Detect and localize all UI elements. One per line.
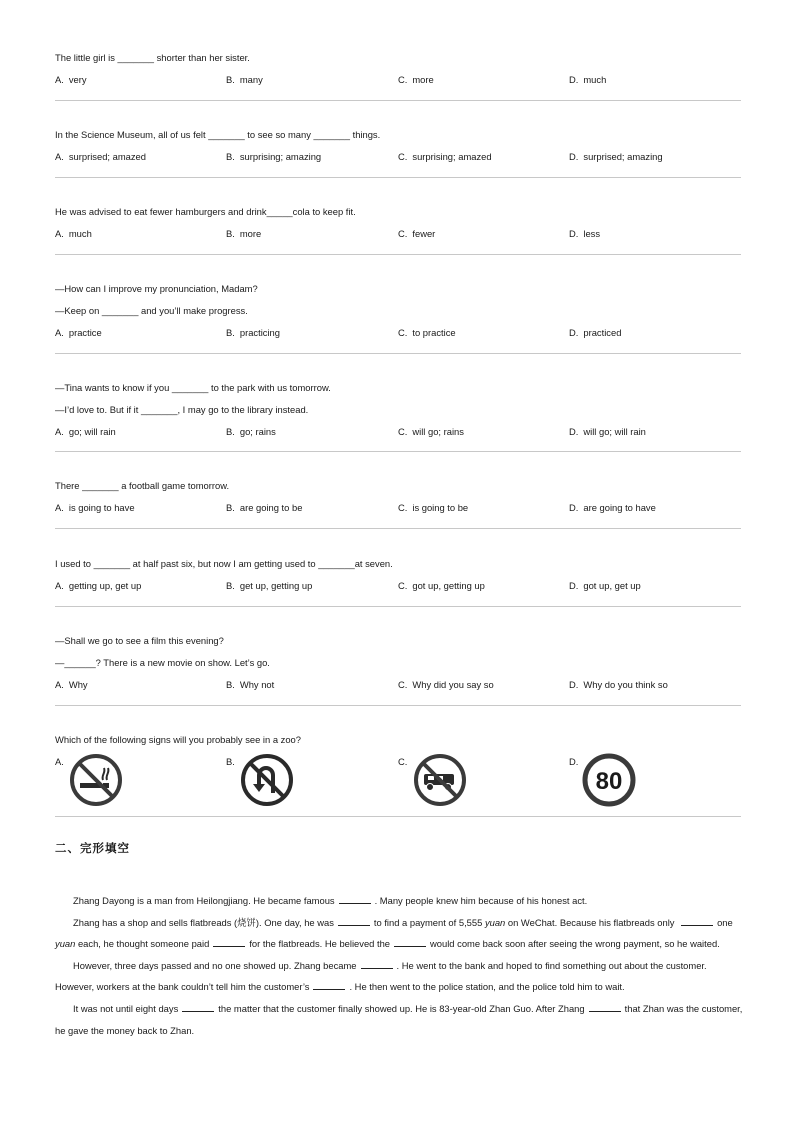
option-a[interactable]: A. Why <box>55 679 88 690</box>
option-c[interactable]: C. more <box>398 74 434 85</box>
paragraph-1: Zhang Dayong is a man from Heilongjiang. He became famous . Many people knew him because of his honest act. <box>73 895 588 906</box>
option-b[interactable]: B. get up, getting up <box>226 580 313 591</box>
blank-9[interactable] <box>589 1002 621 1012</box>
option-b[interactable]: B. go; rains <box>226 426 276 437</box>
options-row <box>55 327 741 339</box>
option-d[interactable]: D. much <box>569 74 607 85</box>
question-stem: —How can I improve my pronunciation, Madam? <box>55 283 258 294</box>
options-row <box>55 228 741 240</box>
option-b[interactable]: B. many <box>226 74 263 85</box>
no-smoking-icon[interactable] <box>69 753 123 807</box>
option-c[interactable]: C. fewer <box>398 228 436 239</box>
blank-6[interactable] <box>361 959 393 969</box>
question-9-signs <box>55 734 741 804</box>
option-d[interactable]: D. Why do you think so <box>569 679 668 690</box>
question-stem: In the Science Museum, all of us felt _______ to see so many _______ things. <box>55 129 381 140</box>
option-d[interactable]: D. surprised; amazing <box>569 151 663 162</box>
paragraph-4: It was not until eight days the matter that the customer finally showed up. He is 83-year-old Zhan Guo. After Zhang that Zhan was the customer, he gave the money back to Zhan. <box>55 1002 743 1036</box>
question-4 <box>55 283 741 339</box>
option-c[interactable]: C. Why did you say so <box>398 679 494 690</box>
speed-limit-80-icon[interactable] <box>582 753 636 807</box>
options-row <box>55 580 741 592</box>
sign-options-row <box>55 756 741 812</box>
option-a[interactable]: A. <box>55 756 64 767</box>
option-d[interactable]: D. practiced <box>569 327 622 338</box>
option-d[interactable]: D. less <box>569 228 601 239</box>
question-7 <box>55 558 741 592</box>
question-stem: I used to _______ at half past six, but now I am getting used to _______at seven. <box>55 558 393 569</box>
blank-5[interactable] <box>394 937 426 947</box>
divider <box>55 100 741 101</box>
blank-1[interactable] <box>339 894 371 904</box>
divider <box>55 254 741 255</box>
option-d[interactable]: D. will go; will rain <box>569 426 646 437</box>
question-stem-line-2: —Keep on _______ and you’ll make progress. <box>55 305 248 316</box>
option-b[interactable]: B. Why not <box>226 679 275 690</box>
cloze-passage <box>55 890 745 1041</box>
no-vehicles-icon[interactable] <box>413 753 467 807</box>
option-d[interactable]: D. <box>569 756 579 767</box>
option-c[interactable]: C. is going to be <box>398 502 469 513</box>
question-8 <box>55 635 741 691</box>
question-3 <box>55 206 741 240</box>
option-c[interactable]: C. got up, getting up <box>398 580 485 591</box>
option-b[interactable]: B. are going to be <box>226 502 303 513</box>
option-c[interactable]: C. <box>398 756 408 767</box>
divider <box>55 528 741 529</box>
option-a[interactable]: A. much <box>55 228 92 239</box>
option-a[interactable]: A. very <box>55 74 87 85</box>
blank-3[interactable] <box>681 916 713 926</box>
blank-7[interactable] <box>313 980 345 990</box>
options-row <box>55 502 741 514</box>
question-stem: Which of the following signs will you probably see in a zoo? <box>55 734 301 745</box>
option-a[interactable]: A. practice <box>55 327 102 338</box>
question-6 <box>55 480 741 514</box>
no-u-turn-icon[interactable] <box>240 753 294 807</box>
blank-8[interactable] <box>182 1002 214 1012</box>
divider <box>55 705 741 706</box>
option-a[interactable]: A. surprised; amazed <box>55 151 146 162</box>
option-b[interactable]: B. surprising; amazing <box>226 151 322 162</box>
option-c[interactable]: C. will go; rains <box>398 426 464 437</box>
question-1 <box>55 52 741 86</box>
question-stem: The little girl is _______ shorter than her sister. <box>55 52 250 63</box>
options-row <box>55 151 741 163</box>
divider <box>55 353 741 354</box>
options-row <box>55 74 741 86</box>
question-stem-line-2: —______? There is a new movie on show. Let’s go. <box>55 657 270 668</box>
option-d[interactable]: D. are going to have <box>569 502 656 513</box>
question-stem: He was advised to eat fewer hamburgers and drink_____cola to keep fit. <box>55 206 356 217</box>
option-a[interactable]: A. is going to have <box>55 502 135 513</box>
question-2 <box>55 129 741 163</box>
options-row <box>55 679 741 691</box>
divider <box>55 451 741 452</box>
divider <box>55 816 741 817</box>
paragraph-2: Zhang has a shop and sells flatbreads (烧饼). One day, he was to find a payment of 5,555 yuan on WeChat. Because his flatbreads only one yuan each, he thought someone paid for the flatbreads. He believed the would come back soon after seeing the wrong payment, so he waited. <box>55 916 733 950</box>
option-d[interactable]: D. got up, get up <box>569 580 641 591</box>
option-c[interactable]: C. to practice <box>398 327 456 338</box>
option-a[interactable]: A. getting up, get up <box>55 580 142 591</box>
section-title: 二、完形填空 <box>55 841 130 855</box>
question-stem: —Tina wants to know if you _______ to the park with us tomorrow. <box>55 382 331 393</box>
question-stem-line-2: —I’d love to. But if it _______, I may go to the library instead. <box>55 404 309 415</box>
option-c[interactable]: C. surprising; amazed <box>398 151 492 162</box>
option-b[interactable]: B. practicing <box>226 327 280 338</box>
question-stem: —Shall we go to see a film this evening? <box>55 635 224 646</box>
speed-limit-text: 80 <box>595 768 623 795</box>
question-5 <box>55 382 741 438</box>
option-b[interactable]: B. more <box>226 228 262 239</box>
blank-2[interactable] <box>338 916 370 926</box>
divider <box>55 177 741 178</box>
option-a[interactable]: A. go; will rain <box>55 426 116 437</box>
blank-4[interactable] <box>213 937 245 947</box>
options-row <box>55 426 741 438</box>
option-b[interactable]: B. <box>226 756 235 767</box>
divider <box>55 606 741 607</box>
question-stem: There _______ a football game tomorrow. <box>55 480 230 491</box>
paragraph-3: However, three days passed and no one showed up. Zhang became . He went to the bank and hoped to find something out about the customer. However, workers at the bank couldn’t tell him the customer’s . He then went to the police station, and the police told him to wait. <box>55 959 707 993</box>
